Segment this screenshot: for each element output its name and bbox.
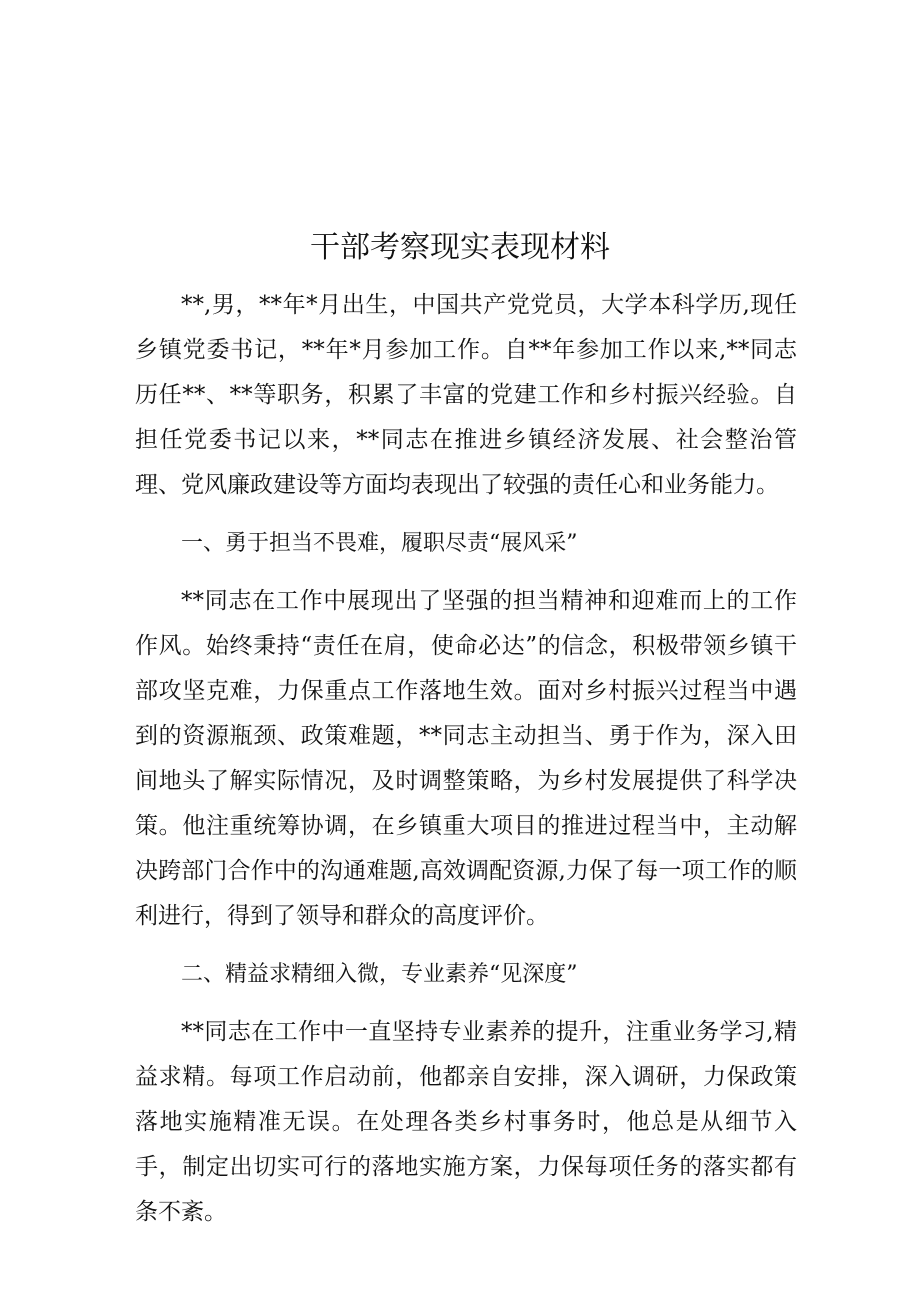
section-1-heading: 一、勇于担当不畏难，履职尽责“展风采”: [181, 531, 578, 556]
intro-paragraph: **,男，**年*月出生，中国共产党党员，大学本科学历,现任乡镇党委书记，**年*月参加工作。自**年参加工作以来,**同志历任**、**等职务，积累了丰富的党建工作和乡村振兴经验。自担任党委书记以来，**同志在推进乡镇经济发展、社会整治管理、党风廉政建设等方面均表现出了较强的责任心和业务能力。: [135, 292, 797, 498]
section-2-heading: 二、精益求精细入微，专业素养“见深度”: [181, 962, 578, 987]
section-2-paragraph: **同志在工作中一直坚持专业素养的提升，注重业务学习,精益求精。每项工作启动前，他都亲自安排，深入调研，力保政策落地实施精准无误。在处理各类乡村事务时，他总是从细节入手，制定出切实可行的落地实施方案，力保每项任务的落实都有条不紊。: [135, 1019, 797, 1225]
document-title: 干部考察现实表现材料: [310, 230, 610, 265]
section-1-paragraph: **同志在工作中展现出了坚强的担当精神和迎难而上的工作作风。始终秉持“责任在肩，使命必达”的信念，积极带领乡镇干部攻坚克难，力保重点工作落地生效。面对乡村振兴过程当中遇到的资源瓶颈、政策难题，**同志主动担当、勇于作为，深入田间地头了解实际情况，及时调整策略，为乡村发展提供了科学决策。他注重统筹协调，在乡镇重大项目的推进过程当中，主动解决跨部门合作中的沟通难题,高效调配资源,力保了每一项工作的顺利进行，得到了领导和群众的高度评价。: [135, 588, 797, 929]
document-body: [135, 283, 797, 1235]
